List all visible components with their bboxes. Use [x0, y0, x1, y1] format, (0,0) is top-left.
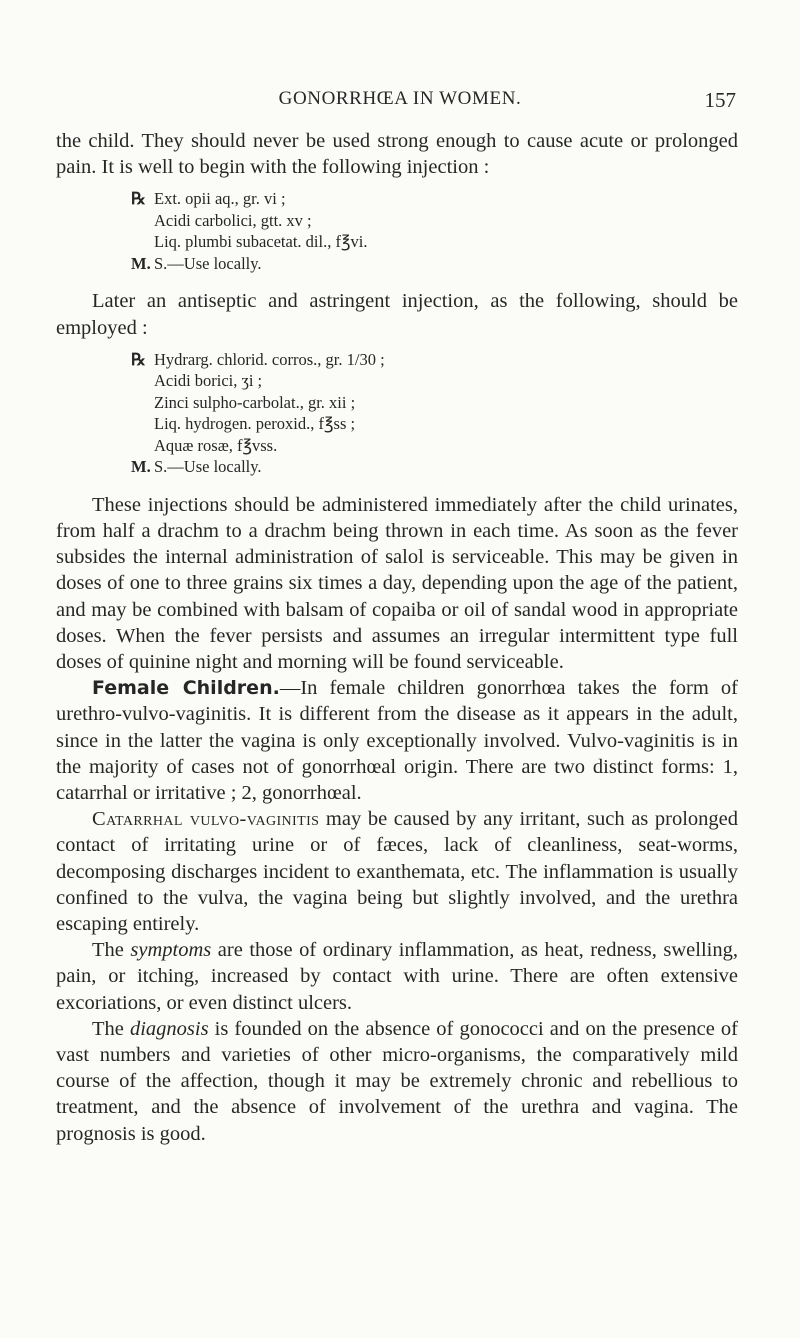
paragraph-2: Later an antiseptic and astringent injection, as the following, should be employed : [56, 290, 738, 339]
paragraph-diagnosis [56, 1016, 738, 1147]
catarrhal-lead: Catarrhal vulvo-vaginitis [92, 808, 320, 831]
paragraph-6-pre: The [92, 939, 131, 962]
recipe-symbol: ℞ [131, 349, 146, 369]
paragraph-symptoms [56, 937, 738, 1016]
rx2-line-4: Liq. hydrogen. peroxid., f℥ss ; [154, 414, 356, 434]
paragraph-7-text: is founded on the absence of gonococci and on the presence of vast numbers and varieties of other micro-organisms, the comparatively mild course of the affection, though it may be extremely chronic and rebellious to treatment, and the absence of involvement of the urethra and vagina. The prognosis is good. [56, 1017, 738, 1145]
rx1-line-4: S.—Use locally. [154, 253, 262, 273]
paragraph-7-pre: The [92, 1017, 130, 1040]
paragraph-6-text: are those of ordinary inflammation, as heat, redness, swelling, pain, or itching, increased by contact with urine. There are often extensive excoriations, or even distinct ulcers. [56, 939, 738, 1014]
symptoms-term: symptoms [130, 939, 212, 962]
page-header [0, 88, 800, 118]
paragraph-4-text: —In female children gonorrhœa takes the form of urethro-vulvo-vaginitis. It is different from the disease as it appears in the adult, since in the latter the vagina is only exceptionally involved. Vulvo-vaginitis is in the majority of cases not of gonorrhœal origin. There are two distinct forms: 1, catarrhal or irritative ; 2, gonorrhœal. [56, 677, 738, 805]
rx2-line-2: Acidi borici, ʒi ; [154, 371, 263, 391]
rx2-line-6: S.—Use locally. [154, 457, 262, 477]
rx1-line-2: Acidi carbolici, gtt. xv ; [154, 210, 312, 230]
rx1-line-3: Liq. plumbi subacetat. dil., f℥vi. [154, 232, 368, 252]
recipe-symbol: ℞ [131, 189, 146, 209]
misce-symbol: M. [131, 253, 151, 273]
paragraph-1: the child. They should never be used strong enough to cause acute or prolonged pain. It is well to begin with the following injection : [56, 130, 738, 179]
body-text [56, 128, 738, 1147]
diagnosis-term: diagnosis [129, 1017, 209, 1040]
running-title: GONORRHŒA IN WOMEN. [278, 88, 522, 109]
rx1-line-1: Ext. opii aq., gr. vi ; [154, 189, 286, 209]
paragraph-female-children [56, 675, 738, 806]
paragraph-catarrhal [56, 806, 738, 937]
rx2-line-3: Zinci sulpho-carbolat., gr. xii ; [154, 392, 356, 412]
section-heading: Female Children. [92, 677, 280, 700]
paragraph-3: These injections should be administered immediately after the child urinates, from half a drachm to a drachm being thrown in each time. As soon as the fever subsides the internal administration of salol is serviceable. This may be given in doses of one to three grains six times a day, depending upon the age of the patient, and may be combined with balsam of copaiba or oil of sandal wood in appropriate doses. When the fever persists and assumes an irregular intermittent type full doses of quinine night and morning will be found serviceable. [56, 493, 738, 674]
misce-symbol: M. [131, 457, 151, 477]
prescription-1 [131, 188, 738, 274]
paragraph-5-text: may be caused by any irritant, such as prolonged contact of irritating urine or of fæces, lack of cleanliness, seat-worms, decomposing discharges incident to exanthemata, etc. The inflammation is usually confined to the vulva, the vagina being but slightly involved, and the urethra escaping entirely. [56, 808, 738, 936]
page-number: 157 [704, 88, 736, 112]
prescription-2 [131, 349, 738, 478]
rx2-line-5: Aquæ rosæ, f℥vss. [154, 435, 278, 455]
rx2-line-1: Hydrarg. chlorid. corros., gr. 1/30 ; [154, 349, 385, 369]
